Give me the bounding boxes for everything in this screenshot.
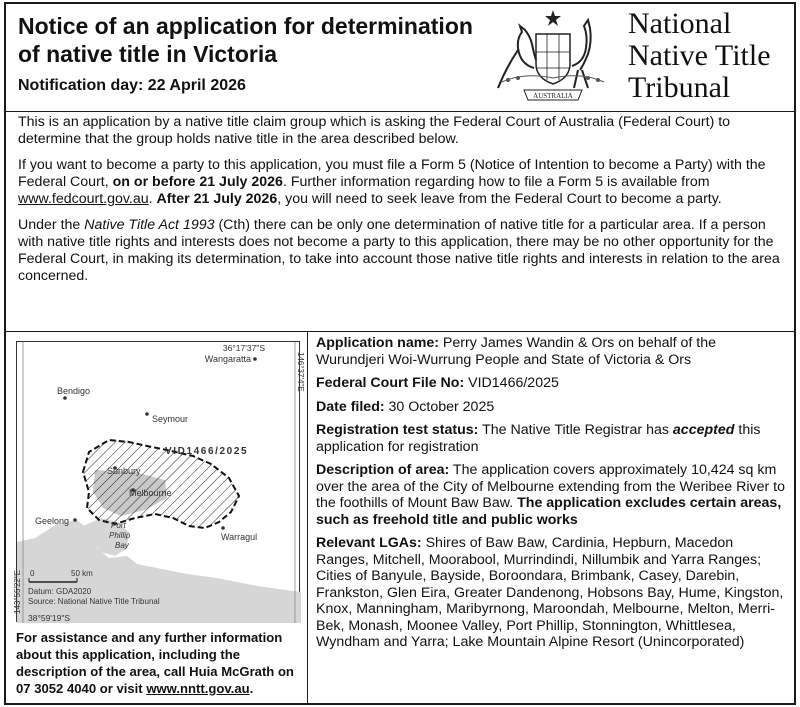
date-filed <box>316 399 788 416</box>
lga-list: Shires of Baw Baw, Cardinia, Hepburn, Macedon Ranges, Mitchell, Moorabool, Murrindindi, Nillumbik and Yarra Ranges; Cities of Banyule, Bayside, Boroondara, Brimbank, Casey, Darebin, Frankston, Glen Eira, Greater Dandenong, Hobsons Bay, Hume, Kingston, Knox, Manningham, Maribyrnong, Maroondah, Melbourne, Melton, Merri-Bek, Monash, Moonee Valley, Port Phillip, Stonnington, Whittlesea, Wyndham and Yarra; Lake Mountain Alpine Resort (Unincorporated) <box>316 535 784 650</box>
status-accepted: accepted <box>672 422 735 438</box>
notice-panel <box>4 2 796 705</box>
file-label: Federal Court File No: <box>316 375 465 391</box>
coord-top: 36°17'37"S <box>222 343 265 353</box>
coord-bottom: 38°59'19"S <box>28 613 71 623</box>
bay-label-1: Port <box>111 521 126 530</box>
bay-label-3: Bay <box>115 541 129 550</box>
p2-text-f: , you will need to seek leave from the Federal Court to become a party. <box>277 191 722 207</box>
header <box>6 4 794 112</box>
scale-zero: 0 <box>30 569 35 578</box>
deadline-date: on or before 21 July 2026 <box>112 174 283 190</box>
lga-label: Relevant LGAs: <box>316 535 422 551</box>
org-line-2: Native Title <box>628 39 771 72</box>
scale-50km: 50 km <box>71 569 93 578</box>
p3-text-c: (Cth) there can be only one determination of native title for a particular area. If a person with native title rights and interests does not become a party to this application, there may be no other opportunity for the Federal Court, in making its determination, to take into account those native title rights and interests in relation to the area concerned. <box>18 217 780 284</box>
intro-paragraph-2 <box>18 157 790 208</box>
place-bendigo: Bendigo <box>57 386 91 396</box>
place-warragul: Warragul <box>221 532 258 542</box>
area-exclusions: The application excludes certain areas, such as freehold title and public works <box>316 495 782 528</box>
application-details <box>316 335 788 658</box>
registration-status <box>316 422 788 455</box>
intro-text <box>18 114 790 294</box>
map-source: Source: National Native Title Tribunal <box>28 597 160 606</box>
map-column <box>6 332 308 704</box>
app-name-label: Application name: <box>316 335 439 351</box>
act-name: Native Title Act 1993 <box>84 217 215 233</box>
assist-end: . <box>249 681 254 696</box>
bay-label-2: Phillip <box>109 531 131 540</box>
date-label: Date filed: <box>316 398 385 415</box>
map-datum: Datum: GDA2020 <box>28 587 92 596</box>
claim-map <box>13 341 305 623</box>
p2-text-a: If you want to become a party to this application, you must file a Form 5 (Notice of Intention to become a Party) with the Federal Court, <box>18 157 766 190</box>
claim-label: VID1466/2025 <box>165 446 249 457</box>
place-wangaratta: Wangaratta <box>204 354 251 364</box>
notice-title: Notice of an application for determination of native title in Victoria <box>18 13 473 67</box>
status-label: Registration test status: <box>316 422 479 438</box>
crest-scroll: AUSTRALIA <box>533 92 573 100</box>
p2-text-c: . Further information regarding how to file a Form 5 is available from <box>282 174 710 190</box>
app-name-value: Perry James Wandin & Ors on behalf of the Wurundjeri Woi-Wurrung People and State of Victoria & Ors <box>316 335 717 368</box>
p2-text-d: . <box>148 191 157 207</box>
p3-text-a: Under the <box>18 217 85 233</box>
area-description <box>316 462 788 528</box>
lower-section <box>6 331 794 703</box>
coord-right: 146°37'4"E <box>296 352 305 392</box>
file-number <box>316 375 788 392</box>
notification-day: Notification day: 22 April 2026 <box>18 77 246 94</box>
nntt-link[interactable]: www.nntt.gov.au <box>146 681 250 696</box>
place-melbourne: Melbourne <box>129 488 172 498</box>
coat-of-arms-icon <box>484 8 622 106</box>
coord-left: 143°55'22"E <box>13 569 22 614</box>
place-seymour: Seymour <box>152 414 189 424</box>
area-label: Description of area: <box>316 462 450 478</box>
area-text: The application covers approximately 10,424 sq km over the area of the City of Melbourne extending from the Weribee River to the foothills of Mount Baw Baw. <box>316 462 785 511</box>
org-line-1: National <box>628 7 732 40</box>
date-value: 30 October 2025 <box>384 398 495 415</box>
status-text-c: this application for registration <box>316 422 761 455</box>
assist-body: For assistance and any further information about this application, including the description of the area, call Huia McGrath on 07 3052 4040 or visit <box>16 630 294 696</box>
file-value: VID1466/2025 <box>464 375 559 391</box>
intro-paragraph-1: This is an application by a native title claim group which is asking the Federal Court of Australia (Federal Court) to determine that the group holds native title in the area described below. <box>18 114 731 147</box>
place-geelong: Geelong <box>35 516 70 526</box>
intro-paragraph-3 <box>18 217 790 285</box>
org-line-3: Tribunal <box>628 71 731 104</box>
status-text-a: The Native Title Registrar has <box>478 422 673 438</box>
application-name <box>316 335 788 368</box>
after-deadline: After 21 July 2026 <box>156 191 278 207</box>
relevant-lgas <box>316 535 788 651</box>
fedcourt-link[interactable]: www.fedcourt.gov.au <box>18 191 149 207</box>
assistance-text <box>16 629 302 697</box>
tribunal-name <box>628 8 771 104</box>
place-sunbury: Sunbury <box>107 466 141 476</box>
